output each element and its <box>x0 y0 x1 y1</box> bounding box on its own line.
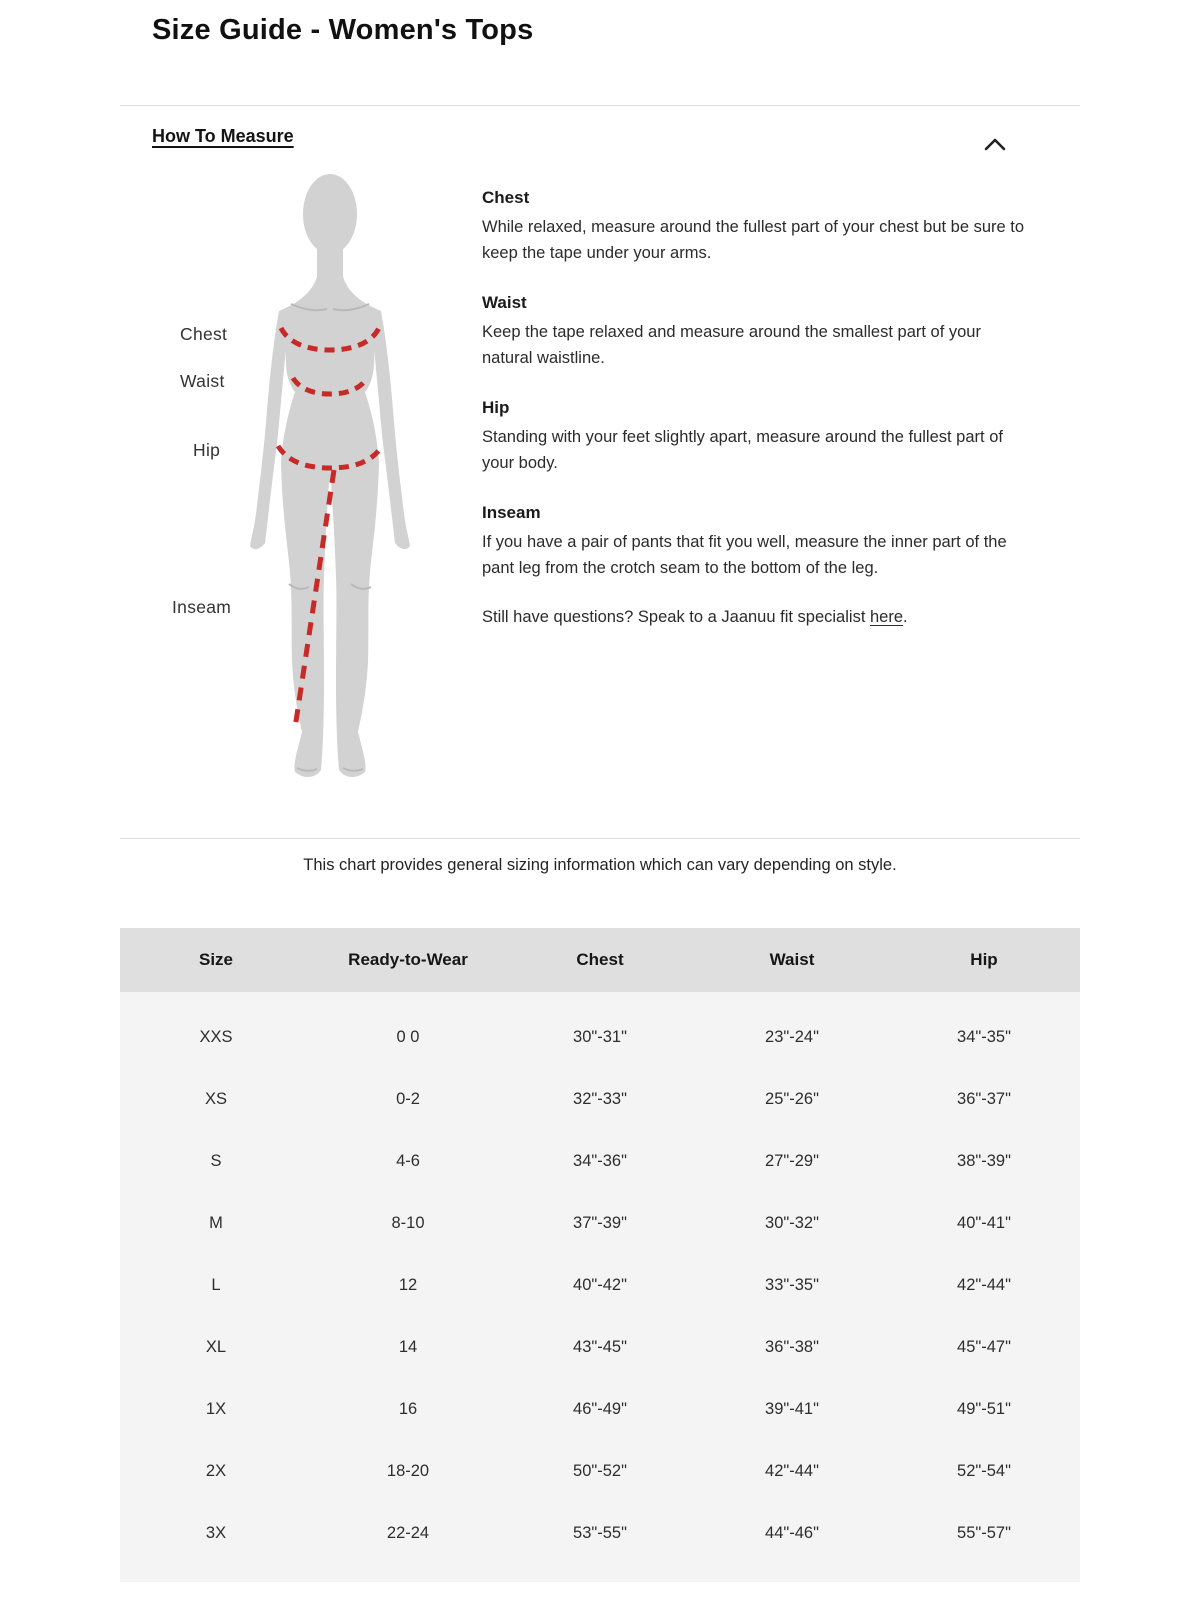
instruction-title-chest: Chest <box>482 188 530 207</box>
cell-chest: 46"-49" <box>573 1399 627 1418</box>
section-divider <box>120 838 1080 839</box>
table-row-2x <box>120 1440 1080 1502</box>
cell-size: XL <box>205 1337 227 1356</box>
size-chart-table <box>120 928 1080 1582</box>
how-to-measure-section <box>120 172 1080 817</box>
instruction-body-inseam: If you have a pair of pants that fit you well, measure the inner part of the pant leg from the crotch seam to the bottom of the leg. <box>482 533 1007 577</box>
cell-rtw: 0 0 <box>396 1027 420 1046</box>
table-row-m <box>120 1192 1080 1254</box>
cell-size: 1X <box>205 1399 227 1418</box>
column-header-waist: Waist <box>769 950 815 969</box>
cell-chest: 30"-31" <box>573 1027 627 1046</box>
instruction-body-chest: While relaxed, measure around the fullest part of your chest but be sure to keep the tape under your arms. <box>482 218 1025 262</box>
cell-rtw: 8-10 <box>391 1213 425 1232</box>
cell-hip: 42"-44" <box>957 1275 1011 1294</box>
table-row-xs <box>120 1068 1080 1130</box>
cell-hip: 40"-41" <box>957 1213 1011 1232</box>
fit-specialist-link[interactable]: here <box>869 608 904 626</box>
cell-size: 3X <box>205 1523 227 1542</box>
figure-label-hip: Hip <box>193 440 221 460</box>
how-to-measure-heading[interactable]: How To Measure <box>152 126 294 146</box>
table-row-l <box>120 1254 1080 1316</box>
cell-rtw: 4-6 <box>396 1151 420 1170</box>
figure-label-waist: Waist <box>180 371 225 391</box>
table-header-row <box>120 928 1080 992</box>
section-divider <box>120 105 1080 106</box>
fit-specialist-period: . <box>903 608 908 626</box>
column-header-hip: Hip <box>970 950 998 969</box>
cell-size: XXS <box>199 1027 233 1046</box>
cell-waist: 23"-24" <box>765 1027 819 1046</box>
table-row-3x <box>120 1502 1080 1564</box>
table-row-xl <box>120 1316 1080 1378</box>
cell-hip: 45"-47" <box>957 1337 1011 1356</box>
cell-chest: 40"-42" <box>573 1275 627 1294</box>
cell-chest: 43"-45" <box>573 1337 627 1356</box>
cell-size: M <box>209 1213 223 1232</box>
cell-hip: 55"-57" <box>957 1523 1011 1542</box>
cell-rtw: 14 <box>398 1337 418 1356</box>
column-header-size: Size <box>198 950 234 969</box>
cell-hip: 38"-39" <box>957 1151 1011 1170</box>
fit-specialist-text: Still have questions? Speak to a Jaanuu fit specialist <box>482 608 870 626</box>
table-row-xxs <box>120 1006 1080 1068</box>
cell-waist: 36"-38" <box>765 1337 819 1356</box>
instruction-body-hip: Standing with your feet slightly apart, measure around the fullest part of your body. <box>482 428 1003 472</box>
cell-hip: 34"-35" <box>957 1027 1011 1046</box>
cell-waist: 39"-41" <box>765 1399 819 1418</box>
cell-chest: 50"-52" <box>573 1461 627 1480</box>
cell-chest: 53"-55" <box>573 1523 627 1542</box>
size-chart-note: This chart provides general sizing information which can vary depending on style. <box>303 856 897 874</box>
cell-rtw: 0-2 <box>396 1089 420 1108</box>
column-header-ready-to-wear: Ready-to-Wear <box>348 950 468 969</box>
cell-hip: 49"-51" <box>957 1399 1011 1418</box>
cell-waist: 42"-44" <box>765 1461 819 1480</box>
cell-size: XS <box>204 1089 227 1108</box>
cell-rtw: 12 <box>398 1275 418 1294</box>
measure-instructions <box>482 188 1034 627</box>
cell-chest: 34"-36" <box>573 1151 627 1170</box>
chevron-up-icon <box>978 131 1012 159</box>
table-row-s <box>120 1130 1080 1192</box>
silhouette-body <box>250 270 410 778</box>
page-title: Size Guide - Women's Tops <box>152 14 534 46</box>
cell-rtw: 16 <box>398 1399 418 1418</box>
table-row-1x <box>120 1378 1080 1440</box>
cell-waist: 25"-26" <box>765 1089 819 1108</box>
cell-hip: 52"-54" <box>957 1461 1011 1480</box>
figure-label-chest: Chest <box>180 324 228 344</box>
silhouette-head <box>303 174 357 254</box>
cell-waist: 30"-32" <box>765 1213 819 1232</box>
cell-chest: 32"-33" <box>573 1089 627 1108</box>
collapse-section-button[interactable] <box>978 131 1012 159</box>
table-body <box>120 992 1080 1582</box>
body-silhouette-figure <box>225 172 435 792</box>
figure-label-inseam: Inseam <box>172 597 232 617</box>
instruction-title-waist: Waist <box>482 293 527 312</box>
cell-hip: 36"-37" <box>957 1089 1011 1108</box>
cell-waist: 27"-29" <box>765 1151 819 1170</box>
column-header-chest: Chest <box>576 950 624 969</box>
instruction-title-hip: Hip <box>482 398 510 417</box>
instruction-title-inseam: Inseam <box>482 503 541 522</box>
cell-waist: 33"-35" <box>765 1275 819 1294</box>
cell-rtw: 18-20 <box>386 1461 430 1480</box>
cell-size: L <box>211 1275 221 1294</box>
instruction-body-waist: Keep the tape relaxed and measure around the smallest part of your natural waistline. <box>482 323 981 367</box>
fit-specialist-line <box>482 608 1034 627</box>
cell-waist: 44"-46" <box>765 1523 819 1542</box>
cell-chest: 37"-39" <box>573 1213 627 1232</box>
cell-rtw: 22-24 <box>386 1523 430 1542</box>
cell-size: S <box>210 1151 222 1170</box>
cell-size: 2X <box>205 1461 227 1480</box>
